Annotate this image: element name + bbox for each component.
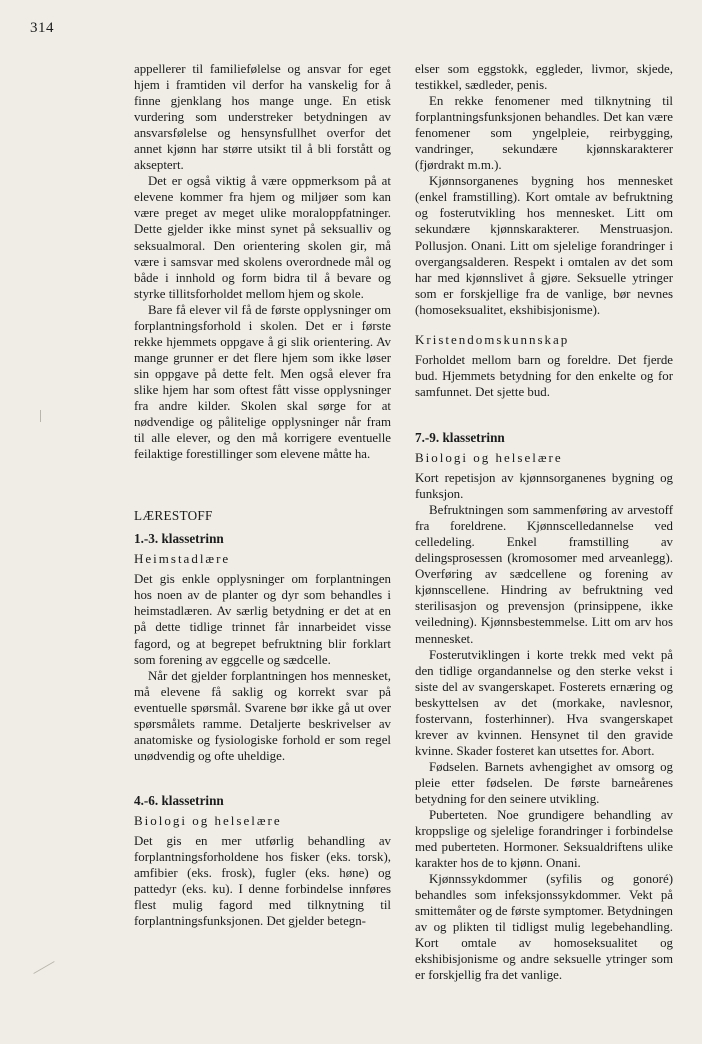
- paragraph: Befruktningen som sammenføring av arvestoff fra foreldrene. Kjønnscelledannelse ved celledeling. Enkel framstilling av delingsprosessen (kromosomer med arveanlegg). Overføring av sædcellene og forening av kjønnscellene. Hindring av befruktning ved sterilisasjon og prevensjon (prinsippene, ikke veiledning). Kjønnsbestemmelse. Litt om arv hos mennesket.: [415, 503, 673, 646]
- paragraph: elser som eggstokk, eggleder, livmor, skjede, testikkel, sædleder, penis.: [415, 62, 673, 93]
- paragraph: Fosterutviklingen i korte trekk med vekt på den tidlige organdannelse og den sterke vekst i siste del av svangerskapet. Fosterets ernæring og beskyttelsen av det (morkake, navlesnor, fostervann, fosterhinner). Hva svangerskapet krever av kvinnen. Hensynet til den gravide kvinne. Skader fosteret kan utsettes for. Abort.: [415, 647, 673, 758]
- paragraph: Det gis enkle opplysninger om forplantningen hos noen av de planter og dyr som behandles i heimstadlæren. Av særlig betydning er det at en på dette tidlige trinnet får innarbeidet visse fagord, og at begrepet befruktning blir forklart som forening av eggcelle og sædcelle.: [134, 572, 391, 667]
- paragraph: Det gis en mer utførlig behandling av forplantningsforholdene hos fisker (eks. torsk), amfibier (eks. frosk), fugler (eks. høne) og pattedyr (eks. ku). I denne forbindelse innføres flest mulig fagord med tilknytning til forplantningsfunksjonen. Det gjelder betegn-: [134, 833, 391, 929]
- paragraph: Kjønnsorganenes bygning hos mennesket (enkel framstilling). Kort omtale av befruktning og fosterutvikling hos mennesket. Litt om sekundære kjønnskarakterer. Menstruasjon. Pollusjon. Onani. Litt om sjelelige forandringer i overgangsalderen. Respekt i omtalen av det som har med kjønnslivet å gjøre. Seksuelle ytringer som er forskjellige fra de vanlige, bør nevnes (homoseksualitet, ekshibisjonisme).: [415, 174, 673, 317]
- paragraph: Kort repetisjon av kjønnsorganenes bygning og funksjon.: [415, 471, 673, 502]
- paragraph: Kjønnssykdommer (syfilis og gonoré) behandles som infeksjonssykdommer. Vekt på smittemåter og de første symptomer. Betydningen av og plikten til tidligst mulig legebehandling. Kort omtale av homoseksualitet og ekshibisjonisme og andre seksuelle ytringer som er forskjellig fra det vanlige.: [415, 872, 673, 983]
- paragraph: Når det gjelder forplantningen hos mennesket, må elevene få saklig og korrekt svar på eventuelle spørsmål. Svarene bør ikke gå ut over spørsmålets ramme. Detaljerte beskrivelser av anatomiske og fysiologiske forhold er som regel unødvendig og ofte uheldige.: [134, 668, 391, 763]
- paragraph: Bare få elever vil få de første opplysninger om forplantningsforhold i skolen. Det er i første rekke hjemmets oppgave å gi slik orientering. Av mange grunner er det flere hjem som ikke løser sin oppgave på dette felt. Men også elever fra slike hjem har som oftest fått visse opplysninger fra andre kilder. Skolen skal sørge for at nødvendige og pålitelige opplysninger når fram til alle elever, og den må korrigere eventuelle feilaktige forestillinger som elevene måtte ha.: [134, 302, 391, 462]
- subject-heading: Biologi og helselære: [415, 449, 563, 465]
- paragraph: Det er også viktig å være oppmerksom på at elevene kommer fra hjem og miljøer som kan være preget av meget ulike moraloppfatninger. Dette gjelder ikke minst synet på seksualliv og seksualmoral. Den orientering skolen gir, må være i samsvar med skolens overordnede mål og både i innhold og form bidra til å bevare og styrke tillitsforholdet mellom hjem og skole.: [134, 174, 391, 301]
- page-number: 314: [30, 20, 54, 36]
- subject-heading: Kristendomskunnskap: [415, 331, 570, 347]
- grade-heading-4-6: 4.-6. klassetrinn: [134, 792, 224, 808]
- paragraph: Forholdet mellom barn og foreldre. Det fjerde bud. Hjemmets betydning for den enkelte og for samfunnet. Det sjette bud.: [415, 352, 673, 399]
- paragraph: appellerer til familiefølelse og ansvar for eget hjem i framtiden vil derfor ha vanskelig for å finne gjenklang hos mange unge. En etisk vurdering som understreker betydningen av ansvarsfølelse og hensynsfullhet overfor det annet kjønn har større utsikt til å bli forstått og akseptert.: [134, 62, 391, 173]
- left-column: [134, 61, 391, 929]
- paragraph: Fødselen. Barnets avhengighet av omsorg og pleie etter fødselen. De første barneårenes betydning for den seinere utvikling.: [415, 759, 673, 806]
- section-heading: LÆRESTOFF: [134, 508, 213, 524]
- paragraph: En rekke fenomener med tilknytning til forplantningsfunksjonen behandles. Det kan være fenomener som yngelpleie, reirbygging, vandringer, sekundære kjønnskarakterer (fjørdrakt m.m.).: [415, 94, 673, 173]
- paragraph: Puberteten. Noe grundigere behandling av kroppslige og sjelelige forandringer i forbindelse med puberteten. Hormoner. Seksualdriftens ulike karakter hos de to kjønn. Onani.: [415, 808, 673, 871]
- subject-heading: Biologi og helselære: [134, 812, 282, 828]
- right-column: [415, 61, 673, 984]
- margin-mark: [40, 410, 41, 422]
- subject-heading: Heimstadlære: [134, 551, 231, 567]
- grade-heading-7-9: 7.-9. klassetrinn: [415, 429, 505, 445]
- grade-heading-1-3: 1.-3. klassetrinn: [134, 531, 224, 547]
- margin-mark: [33, 961, 54, 974]
